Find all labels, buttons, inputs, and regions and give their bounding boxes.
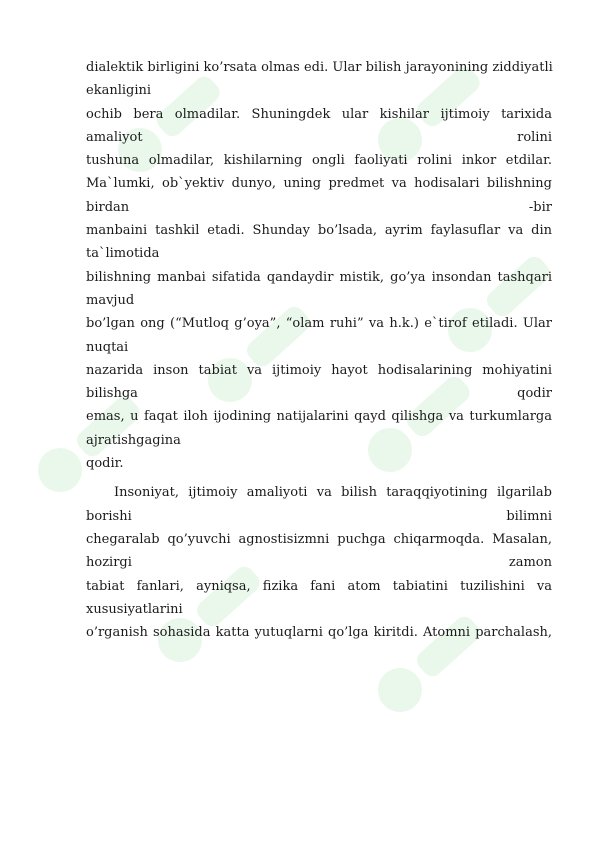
document-page	[86, 56, 552, 644]
text-line: amaliyot rolini	[86, 129, 552, 145]
text-line: tabiat fanlari, ayniqsa, fizika fani atom tabiatini tuzilishini va	[86, 578, 552, 594]
text-line: birdan -bir	[86, 199, 552, 215]
text-line: ta`limotida	[86, 246, 160, 262]
text-line: Insoniyat, ijtimoiy amaliyoti va bilish taraqqiyotining ilgarilab	[114, 485, 552, 501]
text-line: hozirgi zamon	[86, 555, 552, 571]
text-line: ochib bera olmadilar. Shuningdek ular kishilar ijtimoiy tarixida	[86, 106, 552, 122]
text-line: bilishning manbai sifatida qandaydir mistik, go’ya insondan tashqari	[86, 269, 552, 285]
text-line: emas, u faqat iloh ijodining natijalarini qayd qilishga va turkumlarga	[86, 409, 552, 425]
paragraph-1	[86, 56, 552, 475]
text-line: xususiyatlarini	[86, 601, 183, 617]
text-line: bo’lgan ong (“Mutloq g’oya”, “olam ruhi” va h.k.) e`tirof etiladi. Ular	[86, 316, 552, 332]
text-line: manbaini tashkil etadi. Shunday bo’lsada, ayrim faylasuflar va din	[86, 223, 552, 239]
text-line: bilishga qodir	[86, 386, 552, 402]
text-line: mavjud	[86, 292, 135, 308]
text-line: tushuna olmadilar, kishilarning ongli faoliyati rolini inkor etdilar.	[86, 153, 552, 169]
text-line: Ma`lumki, ob`yektiv dunyo, uning predmet va hodisalari bilishning	[86, 176, 552, 192]
text-line: dialektik birligini ko’rsata olmas edi. Ular bilish jarayonining ziddiyatli	[86, 60, 553, 75]
text-line: ekanligini	[86, 83, 152, 99]
text-line: chegaralab qo’yuvchi agnostisizmni puchga chiqarmoqda. Masalan,	[86, 531, 552, 547]
text-line: qodir.	[86, 456, 124, 472]
text-line: nazarida inson tabiat va ijtimoiy hayot hodisalarining mohiyatini	[86, 362, 552, 378]
text-line: borishi bilimni	[86, 508, 552, 524]
text-line: nuqtai	[86, 339, 129, 355]
text-line: ajratishgagina	[86, 432, 181, 448]
text-line: o’rganish sohasida katta yutuqlarni qo’lga kiritdi. Atomni parchalash,	[86, 625, 552, 641]
paragraph-2	[86, 481, 552, 644]
